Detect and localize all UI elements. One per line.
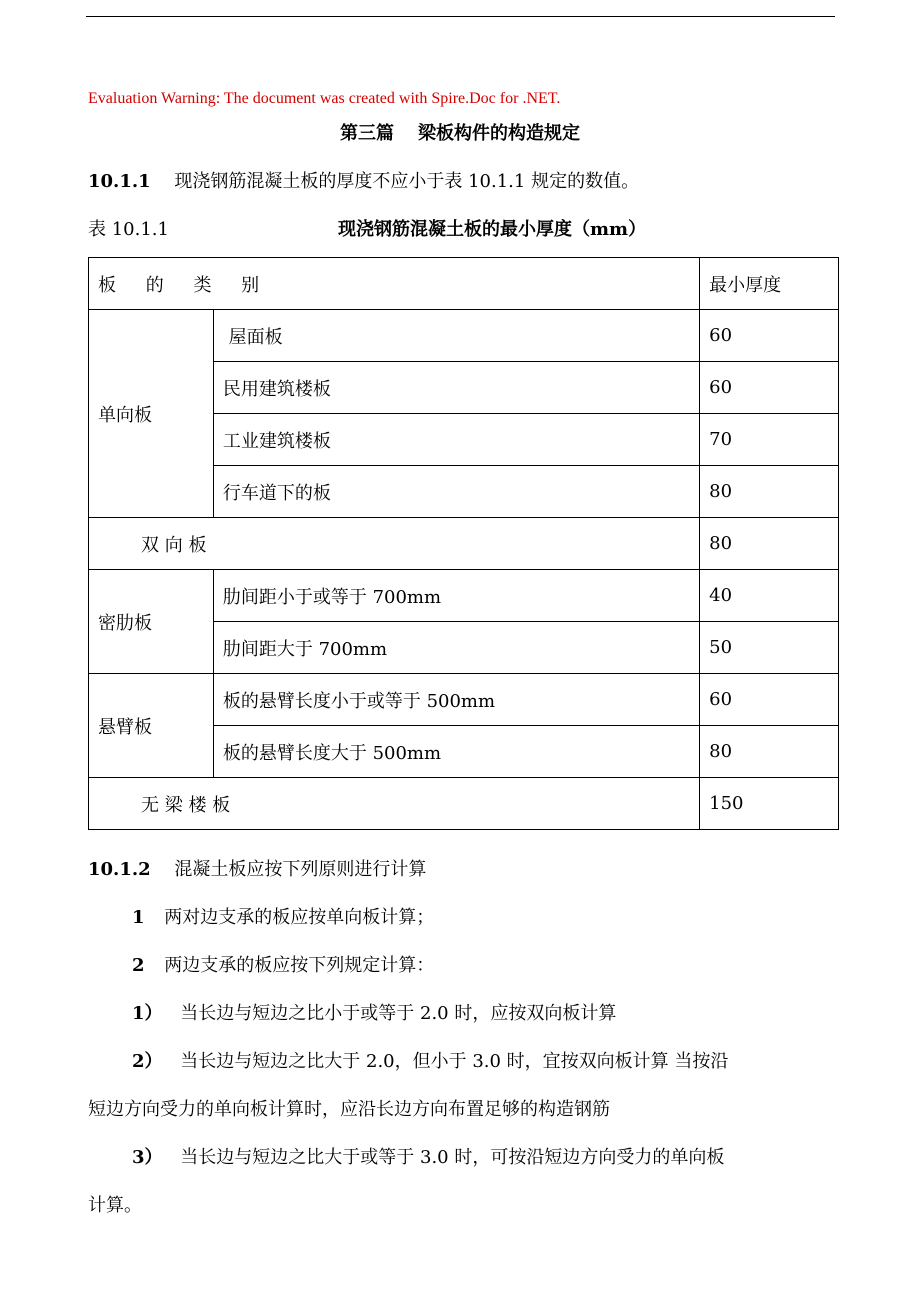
row-type: 屋面板 [213, 310, 699, 362]
list-item: 2） 当长边与短边之比大于 2.0，但小于 3.0 时，宜按双向板计算 当按沿 [132, 1051, 729, 1072]
row-value: 60 [700, 310, 839, 362]
row-value: 70 [700, 414, 839, 466]
row-value: 80 [700, 466, 839, 518]
header-rule [86, 16, 835, 17]
two-way-label: 双 向 板 [89, 518, 700, 570]
table-row [89, 518, 839, 570]
table-row [89, 570, 839, 622]
clause-10-1-1 [88, 167, 639, 193]
section-title [0, 119, 920, 145]
section-title-part: 第三篇 [340, 123, 394, 144]
table-header-row [89, 258, 839, 310]
row-type: 板的悬臂长度小于或等于 500mm [213, 674, 699, 726]
evaluation-warning: Evaluation Warning: The document was created with Spire.Doc for .NET. [88, 90, 561, 107]
min-thickness-table [88, 257, 839, 830]
clause-number: 10.1.2 [88, 859, 151, 880]
list-item-continuation: 短边方向受力的单向板计算时，应沿长边方向布置足够的构造钢筋 [88, 1099, 610, 1120]
section-title-name: 梁板构件的构造规定 [418, 123, 580, 144]
row-value: 60 [700, 362, 839, 414]
row-value: 40 [700, 570, 839, 622]
clause-10-1-2 [88, 855, 426, 881]
list-item-continuation: 计算。 [88, 1195, 142, 1216]
row-type: 肋间距小于或等于 700mm [213, 570, 699, 622]
row-type: 板的悬臂长度大于 500mm [213, 726, 699, 778]
table-row [89, 674, 839, 726]
row-value: 80 [700, 518, 839, 570]
clause-text: 现浇钢筋混凝土板的厚度不应小于表 10.1.1 规定的数值。 [174, 171, 640, 192]
row-value: 50 [700, 622, 839, 674]
flat-slab-label: 无 梁 楼 板 [89, 778, 700, 830]
list-item: 3） 当长边与短边之比大于或等于 3.0 时，可按沿短边方向受力的单向板 [132, 1147, 725, 1168]
row-type: 行车道下的板 [213, 466, 699, 518]
row-type: 民用建筑楼板 [213, 362, 699, 414]
ribbed-label: 密肋板 [89, 570, 214, 674]
header-min-thickness: 最小厚度 [700, 258, 839, 310]
row-value: 80 [700, 726, 839, 778]
row-type: 工业建筑楼板 [213, 414, 699, 466]
one-way-label: 单向板 [89, 310, 214, 518]
clause-text: 混凝土板应按下列原则进行计算 [174, 859, 427, 880]
table-row [89, 778, 839, 830]
table-row [89, 310, 839, 362]
header-category: 板 的 类 别 [89, 258, 700, 310]
list-item: 1 两对边支承的板应按单向板计算； [132, 907, 435, 928]
row-type: 肋间距大于 700mm [213, 622, 699, 674]
clause-number: 10.1.1 [88, 171, 151, 192]
cantilever-label: 悬臂板 [89, 674, 214, 778]
row-value: 60 [700, 674, 839, 726]
row-value: 150 [700, 778, 839, 830]
list-item: 2 两边支承的板应按下列规定计算： [132, 955, 435, 976]
table-caption-title: 现浇钢筋混凝土板的最小厚度（mm） [338, 219, 647, 240]
table-caption-label: 表 10.1.1 [88, 219, 169, 240]
list-item: 1） 当长边与短边之比小于或等于 2.0 时，应按双向板计算 [132, 1003, 617, 1024]
